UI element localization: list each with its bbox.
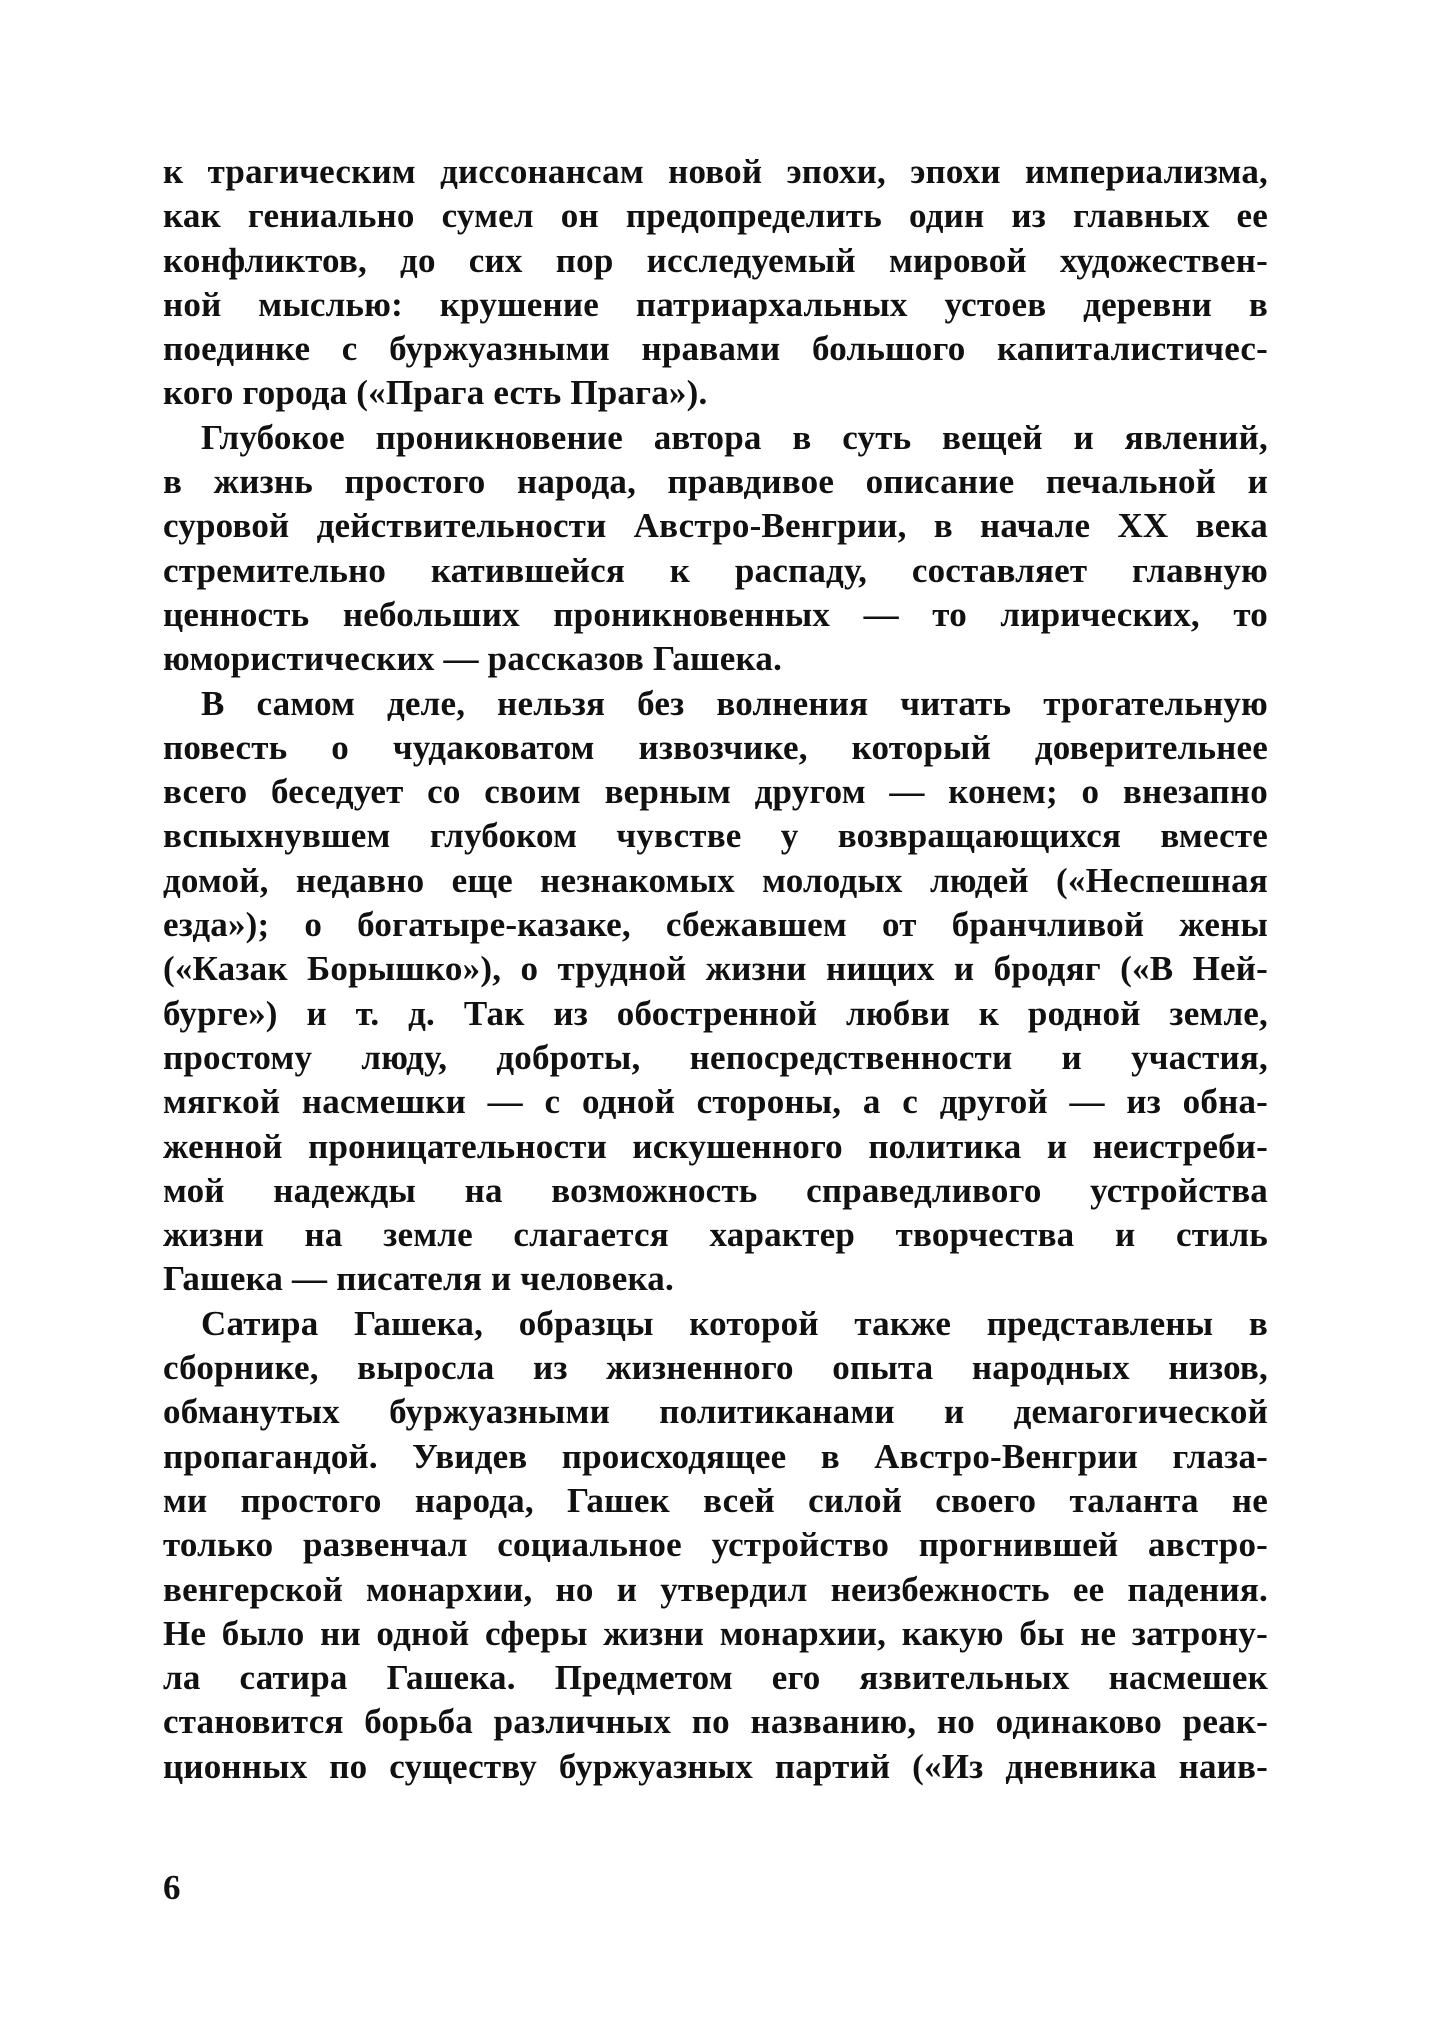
text-line: всего беседует со своим верным другом — конем; о внезапно — [163, 772, 1268, 812]
text-line: Сатира Гашека, образцы которой также представлены в — [201, 1303, 1268, 1343]
text-line: становится борьба различных по названию, но одинаково реак- — [163, 1702, 1268, 1742]
text-line: («Казак Борышко»), о трудной жизни нищих и бродяг («В Ней- — [163, 949, 1268, 989]
text-line: мой надежды на возможность справедливого устройства — [163, 1170, 1268, 1210]
text-line: ла сатира Гашека. Предметом его язвительных насмешек — [163, 1658, 1268, 1698]
text-line: поединке с буржуазными нравами большого капиталистичес- — [163, 329, 1268, 369]
text-line: в жизнь простого народа, правдивое описание печальной и — [163, 462, 1268, 502]
text-line: конфликтов, до сих пор исследуемый мировой художествен- — [163, 240, 1268, 280]
page-number: 6 — [163, 1868, 181, 1907]
text-line: ценность небольших проникновенных — то лирических, то — [163, 594, 1268, 634]
text-line: Гашека — писателя и человека. — [163, 1259, 674, 1299]
text-line: женной проницательности искушенного политика и неистреби- — [163, 1126, 1268, 1166]
text-line: ми простого народа, Гашек всей силой своего таланта не — [163, 1480, 1268, 1520]
text-line: только развенчал социальное устройство прогнившей австро- — [163, 1525, 1268, 1565]
text-line: кого города («Прага есть Прага»). — [163, 373, 708, 413]
text-line: Не было ни одной сферы жизни монархии, какую бы не затрону- — [163, 1613, 1268, 1653]
text-line: Глубокое проникновение автора в суть вещей и явлений, — [201, 417, 1268, 457]
text-line: жизни на земле слагается характер творчества и стиль — [163, 1215, 1268, 1255]
text-line: суровой действительности Австро-Венгрии, в начале XX века — [163, 506, 1268, 546]
body-text — [163, 150, 1268, 1789]
text-line: венгерской монархии, но и утвердил неизбежность ее падения. — [163, 1569, 1268, 1609]
text-line: к трагическим диссонансам новой эпохи, эпохи империализма, — [163, 152, 1268, 191]
text-line: В самом деле, нельзя без волнения читать трогательную — [201, 683, 1268, 723]
text-line: сборнике, выросла из жизненного опыта народных низов, — [163, 1348, 1268, 1388]
text-line: езда»); о богатыре-казаке, сбежавшем от бранчливой жены — [163, 905, 1268, 945]
text-line: мягкой насмешки — с одной стороны, а с другой — из обна- — [163, 1082, 1268, 1122]
text-line: пропагандой. Увидев происходящее в Австро-Венгрии глаза- — [163, 1436, 1268, 1476]
text-line: как гениально сумел он предопределить один из главных ее — [163, 196, 1268, 236]
text-line: простому люду, доброты, непосредственности и участия, — [163, 1037, 1268, 1077]
text-line: юмористических — рассказов Гашека. — [163, 639, 783, 679]
text-line: обманутых буржуазными политиканами и демагогической — [163, 1392, 1268, 1432]
text-line: домой, недавно еще незнакомых молодых людей («Неспешная — [163, 860, 1268, 900]
text-line: вспыхнувшем глубоком чувстве у возвращающихся вместе — [163, 816, 1268, 856]
text-line: бурге») и т. д. Так из обостренной любви к родной земле, — [163, 993, 1268, 1033]
text-line: ционных по существу буржуазных партий («Из дневника наив- — [163, 1746, 1268, 1786]
text-line: стремительно катившейся к распаду, составляет главную — [163, 550, 1268, 590]
text-line: повесть о чудаковатом извозчике, который доверительнее — [163, 727, 1268, 767]
text-line: ной мыслью: крушение патриархальных устоев деревни в — [163, 284, 1268, 324]
